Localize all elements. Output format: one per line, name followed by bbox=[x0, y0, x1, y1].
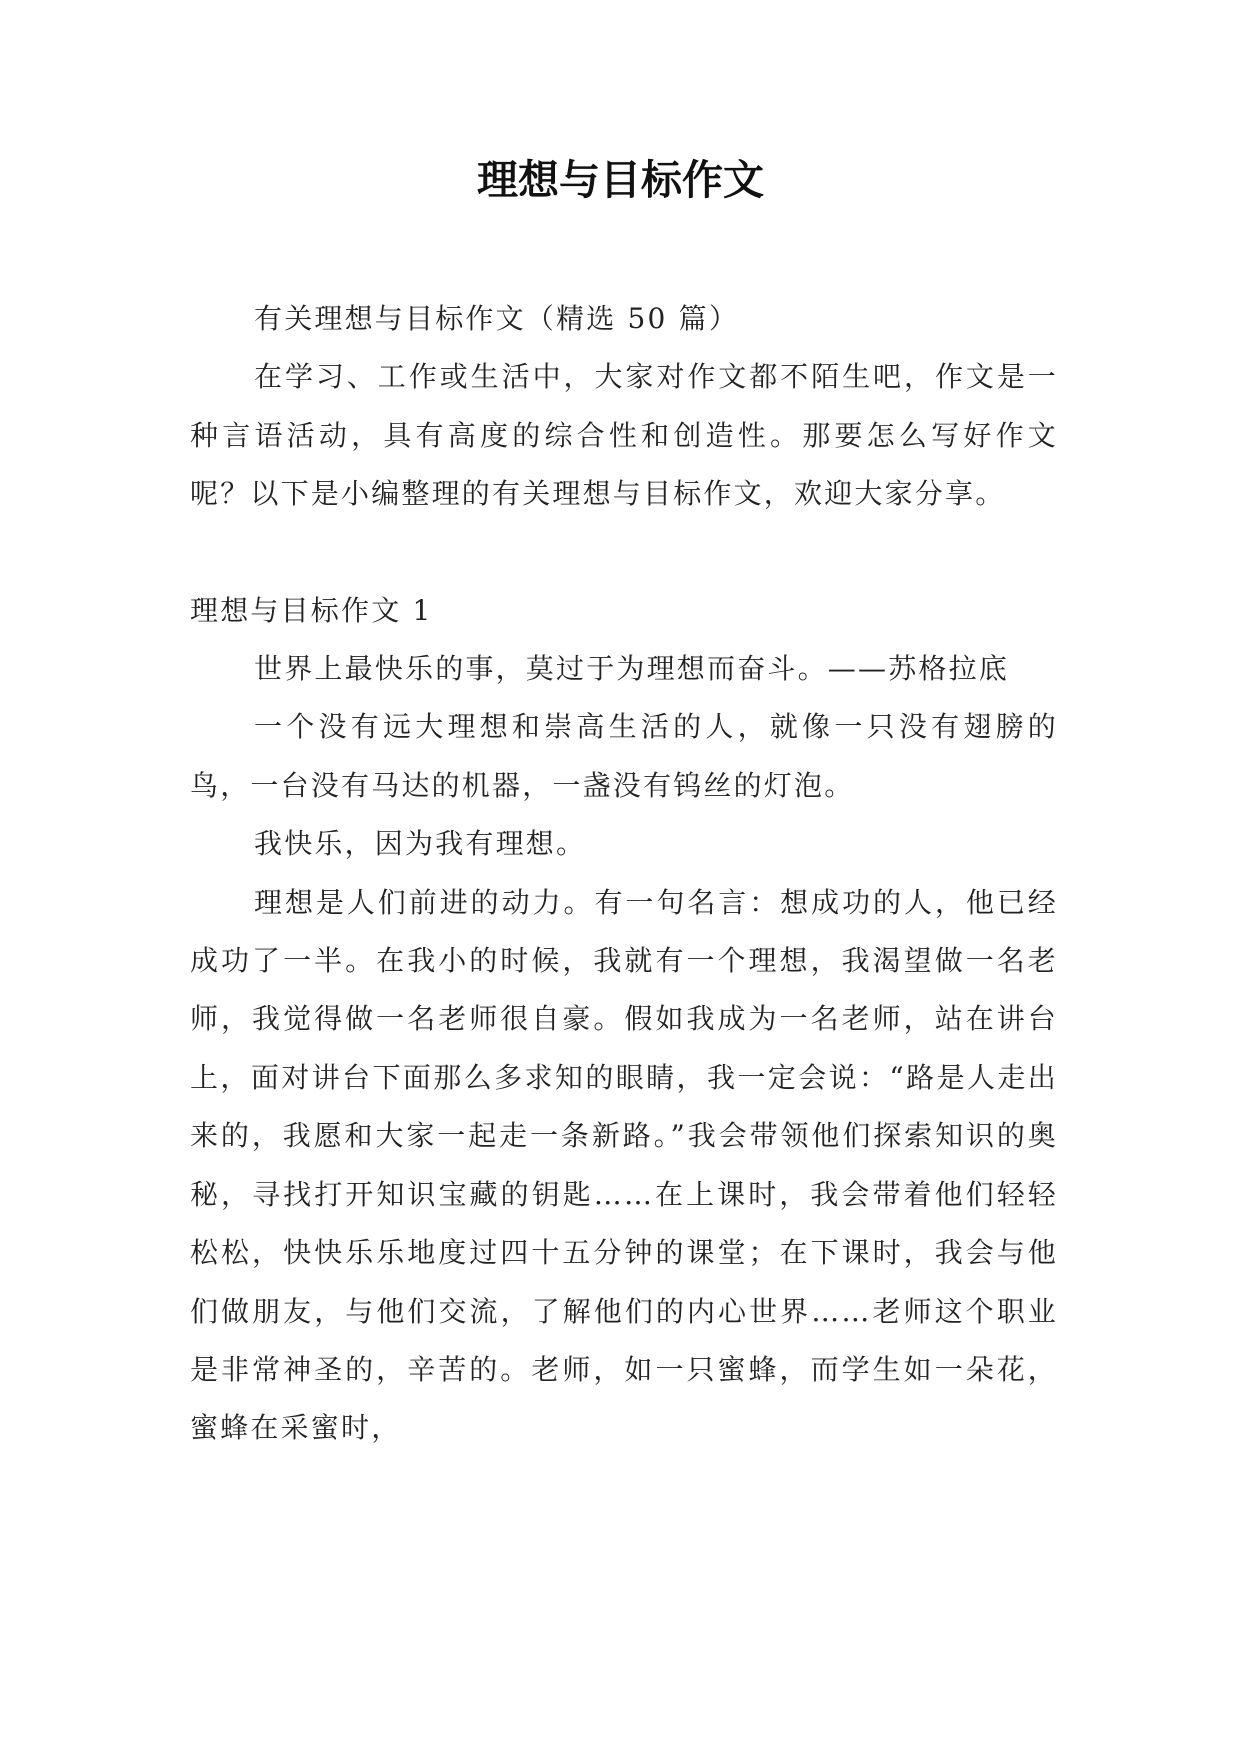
document-title: 理想与目标作文 bbox=[477, 156, 764, 204]
document-body bbox=[190, 290, 1058, 1458]
intro-paragraph: 在学习、工作或生活中，大家对作文都不陌生吧，作文是一种言语活动，具有高度的综合性和创造性。那要怎么写好作文呢？以下是小编整理的有关理想与目标作文，欢迎大家分享。 bbox=[190, 360, 1058, 511]
section-gap bbox=[190, 524, 1058, 582]
essay-paragraph-2: 一个没有远大理想和崇高生活的人，就像一只没有翅膀的鸟，一台没有马达的机器，一盏没有钨丝的灯泡。 bbox=[190, 710, 1058, 802]
intro-subtitle: 有关理想与目标作文（精选 50 篇） bbox=[254, 302, 740, 335]
essay-paragraph-1: 世界上最快乐的事，莫过于为理想而奋斗。——苏格拉底 bbox=[254, 652, 1010, 686]
essay-paragraph-3: 我快乐，因为我有理想。 bbox=[254, 827, 587, 861]
essay-heading: 理想与目标作文 1 bbox=[190, 593, 433, 627]
essay-paragraph-4: 理想是人们前进的动力。有一句名言：想成功的人，他已经成功了一半。在我小的时候，我就有一个理想，我渴望做一名老师，我觉得做一名老师很自豪。假如我成为一名老师，站在讲台上，面对讲台下面那么多求知的眼睛，我一定会说：“路是人走出来的，我愿和大家一起走一条新路。”我会带领他们探索知识的奥秘，寻找打开知识宝藏的钥匙……在上课时，我会带着他们轻轻松松，快快乐乐地度过四十五分钟的课堂；在下课时，我会与他们做朋友，与他们交流，了解他们的内心世界……老师这个职业是非常神圣的，辛苦的。老师，如一只蜜蜂，而学生如一朵花，蜜蜂在采蜜时， bbox=[190, 885, 1058, 1445]
